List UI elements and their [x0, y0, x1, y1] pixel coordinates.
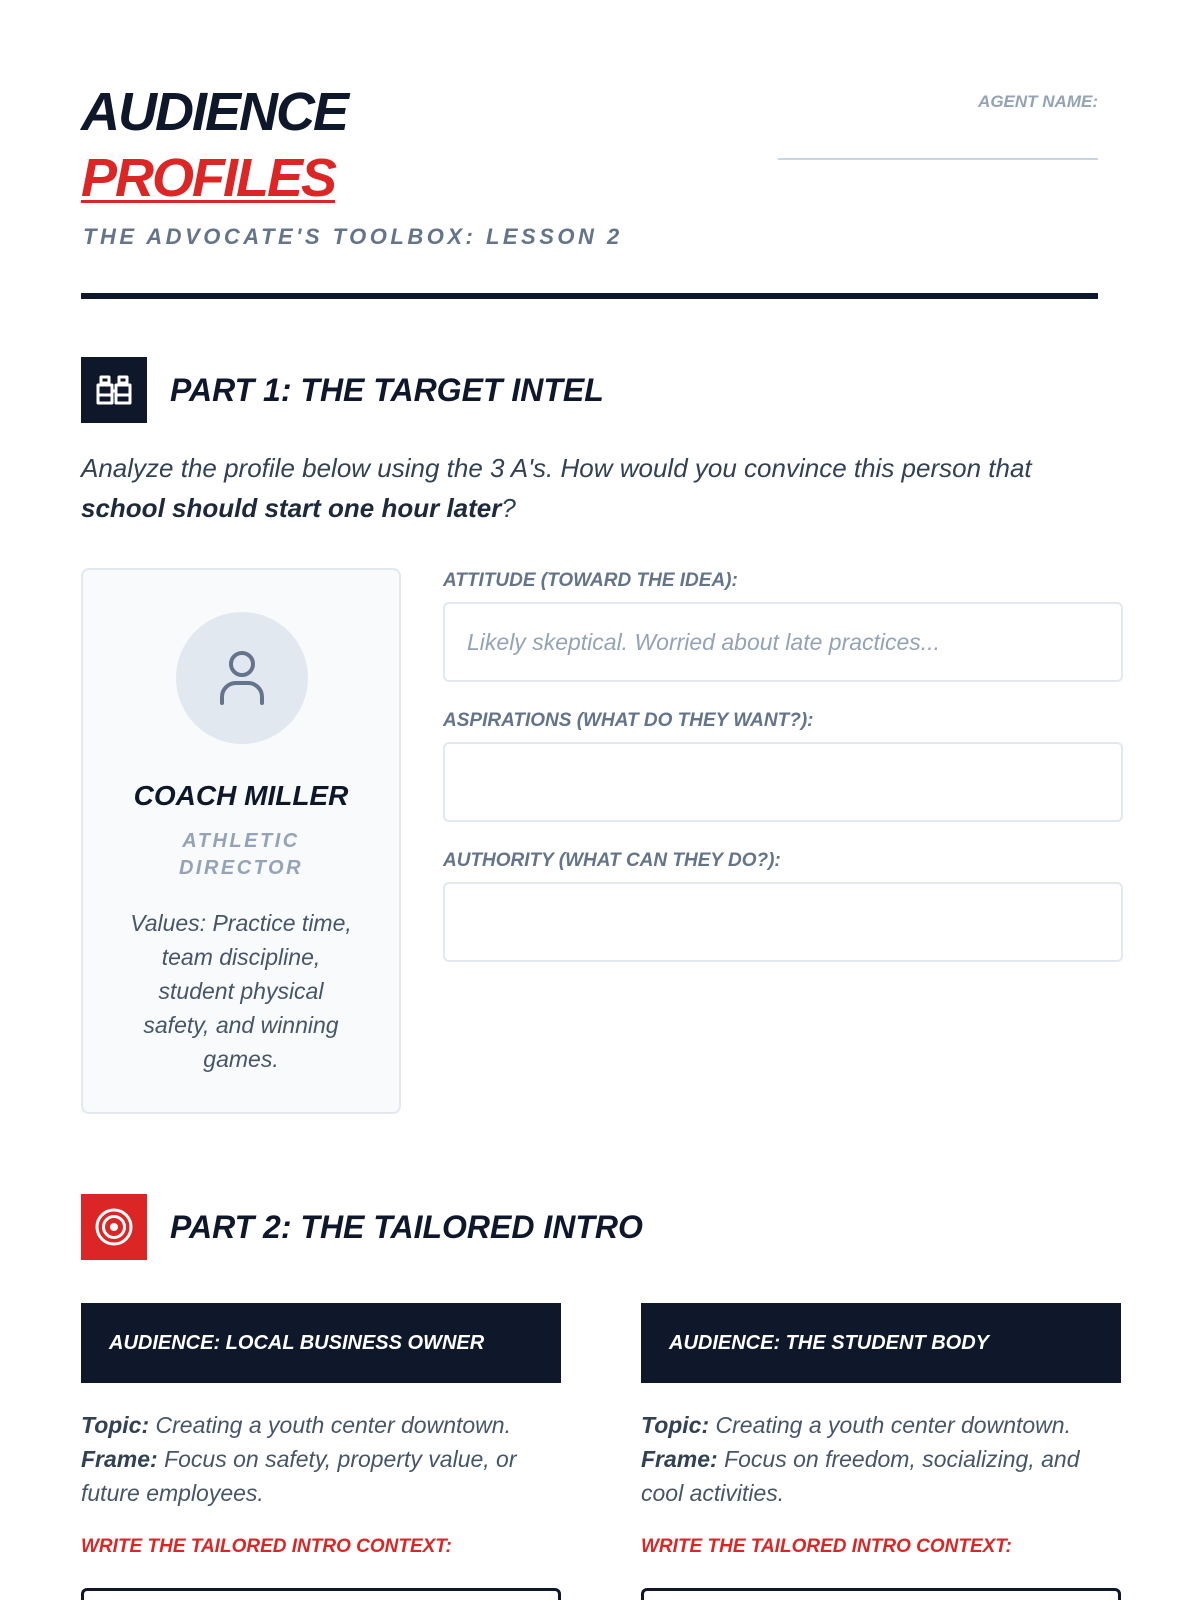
binoculars-icon	[81, 357, 147, 423]
write-intro-label: WRITE THE TAILORED INTRO CONTEXT:	[641, 1536, 1012, 1557]
user-icon	[218, 649, 266, 707]
student-body-intro-input[interactable]	[641, 1588, 1121, 1600]
header-divider	[81, 293, 1098, 299]
part1-instructions	[81, 448, 1091, 528]
page-title-line2: PROFILES	[81, 148, 336, 208]
business-owner-intro-input[interactable]	[81, 1588, 561, 1600]
attitude-input[interactable]	[443, 602, 1123, 682]
audience-student-body-header: AUDIENCE: THE STUDENT BODY	[641, 1303, 1121, 1383]
authority-input[interactable]	[443, 882, 1123, 962]
profile-card	[81, 568, 401, 1114]
part2-title: PART 2: THE TAILORED INTRO	[170, 1208, 643, 1245]
audience-student-body-brief	[641, 1408, 1121, 1510]
audience-business-owner-brief	[81, 1408, 561, 1510]
part1-title: PART 1: THE TARGET INTEL	[170, 371, 604, 408]
aspirations-input[interactable]	[443, 742, 1123, 822]
frame-label: Frame:	[641, 1446, 718, 1472]
part2-heading	[81, 1194, 643, 1260]
profile-values: Values: Practice time, team discipline, student physical safety, and winning games.	[130, 910, 352, 1072]
topic-text: Creating a youth center downtown.	[709, 1412, 1071, 1438]
attitude-label: ATTITUDE (TOWARD THE IDEA):	[443, 570, 738, 591]
avatar	[176, 612, 308, 744]
topic-text: Creating a youth center downtown.	[149, 1412, 511, 1438]
profile-name: COACH MILLER	[133, 780, 349, 811]
topic-label: Topic:	[641, 1412, 710, 1438]
audience-business-owner-header: AUDIENCE: LOCAL BUSINESS OWNER	[81, 1303, 561, 1383]
agent-name-field[interactable]	[778, 158, 1098, 160]
page-subtitle: THE ADVOCATE'S TOOLBOX: LESSON 2	[83, 224, 623, 249]
header	[81, 0, 1098, 300]
agent-name-label: AGENT NAME:	[978, 92, 1098, 111]
write-intro-label: WRITE THE TAILORED INTRO CONTEXT:	[81, 1536, 452, 1557]
authority-label: AUTHORITY (WHAT CAN THEY DO?):	[443, 850, 781, 871]
topic-label: Topic:	[81, 1412, 150, 1438]
profile-role: ATHLETIC DIRECTOR	[178, 830, 304, 879]
intro-text: Analyze the profile below using the 3 A's. How would you convince this person that	[81, 453, 1032, 483]
page-title-line1: AUDIENCE	[81, 82, 348, 142]
part1-heading	[81, 357, 604, 423]
aspirations-label: ASPIRATIONS (WHAT DO THEY WANT?):	[443, 710, 814, 731]
frame-text: Focus on freedom, socializing, and cool activities.	[641, 1446, 1080, 1506]
frame-label: Frame:	[81, 1446, 158, 1472]
intro-emphasis: school should start one hour later	[81, 493, 502, 523]
intro-suffix: ?	[501, 493, 516, 523]
target-icon	[81, 1194, 147, 1260]
frame-text: Focus on safety, property value, or future employees.	[81, 1446, 517, 1506]
